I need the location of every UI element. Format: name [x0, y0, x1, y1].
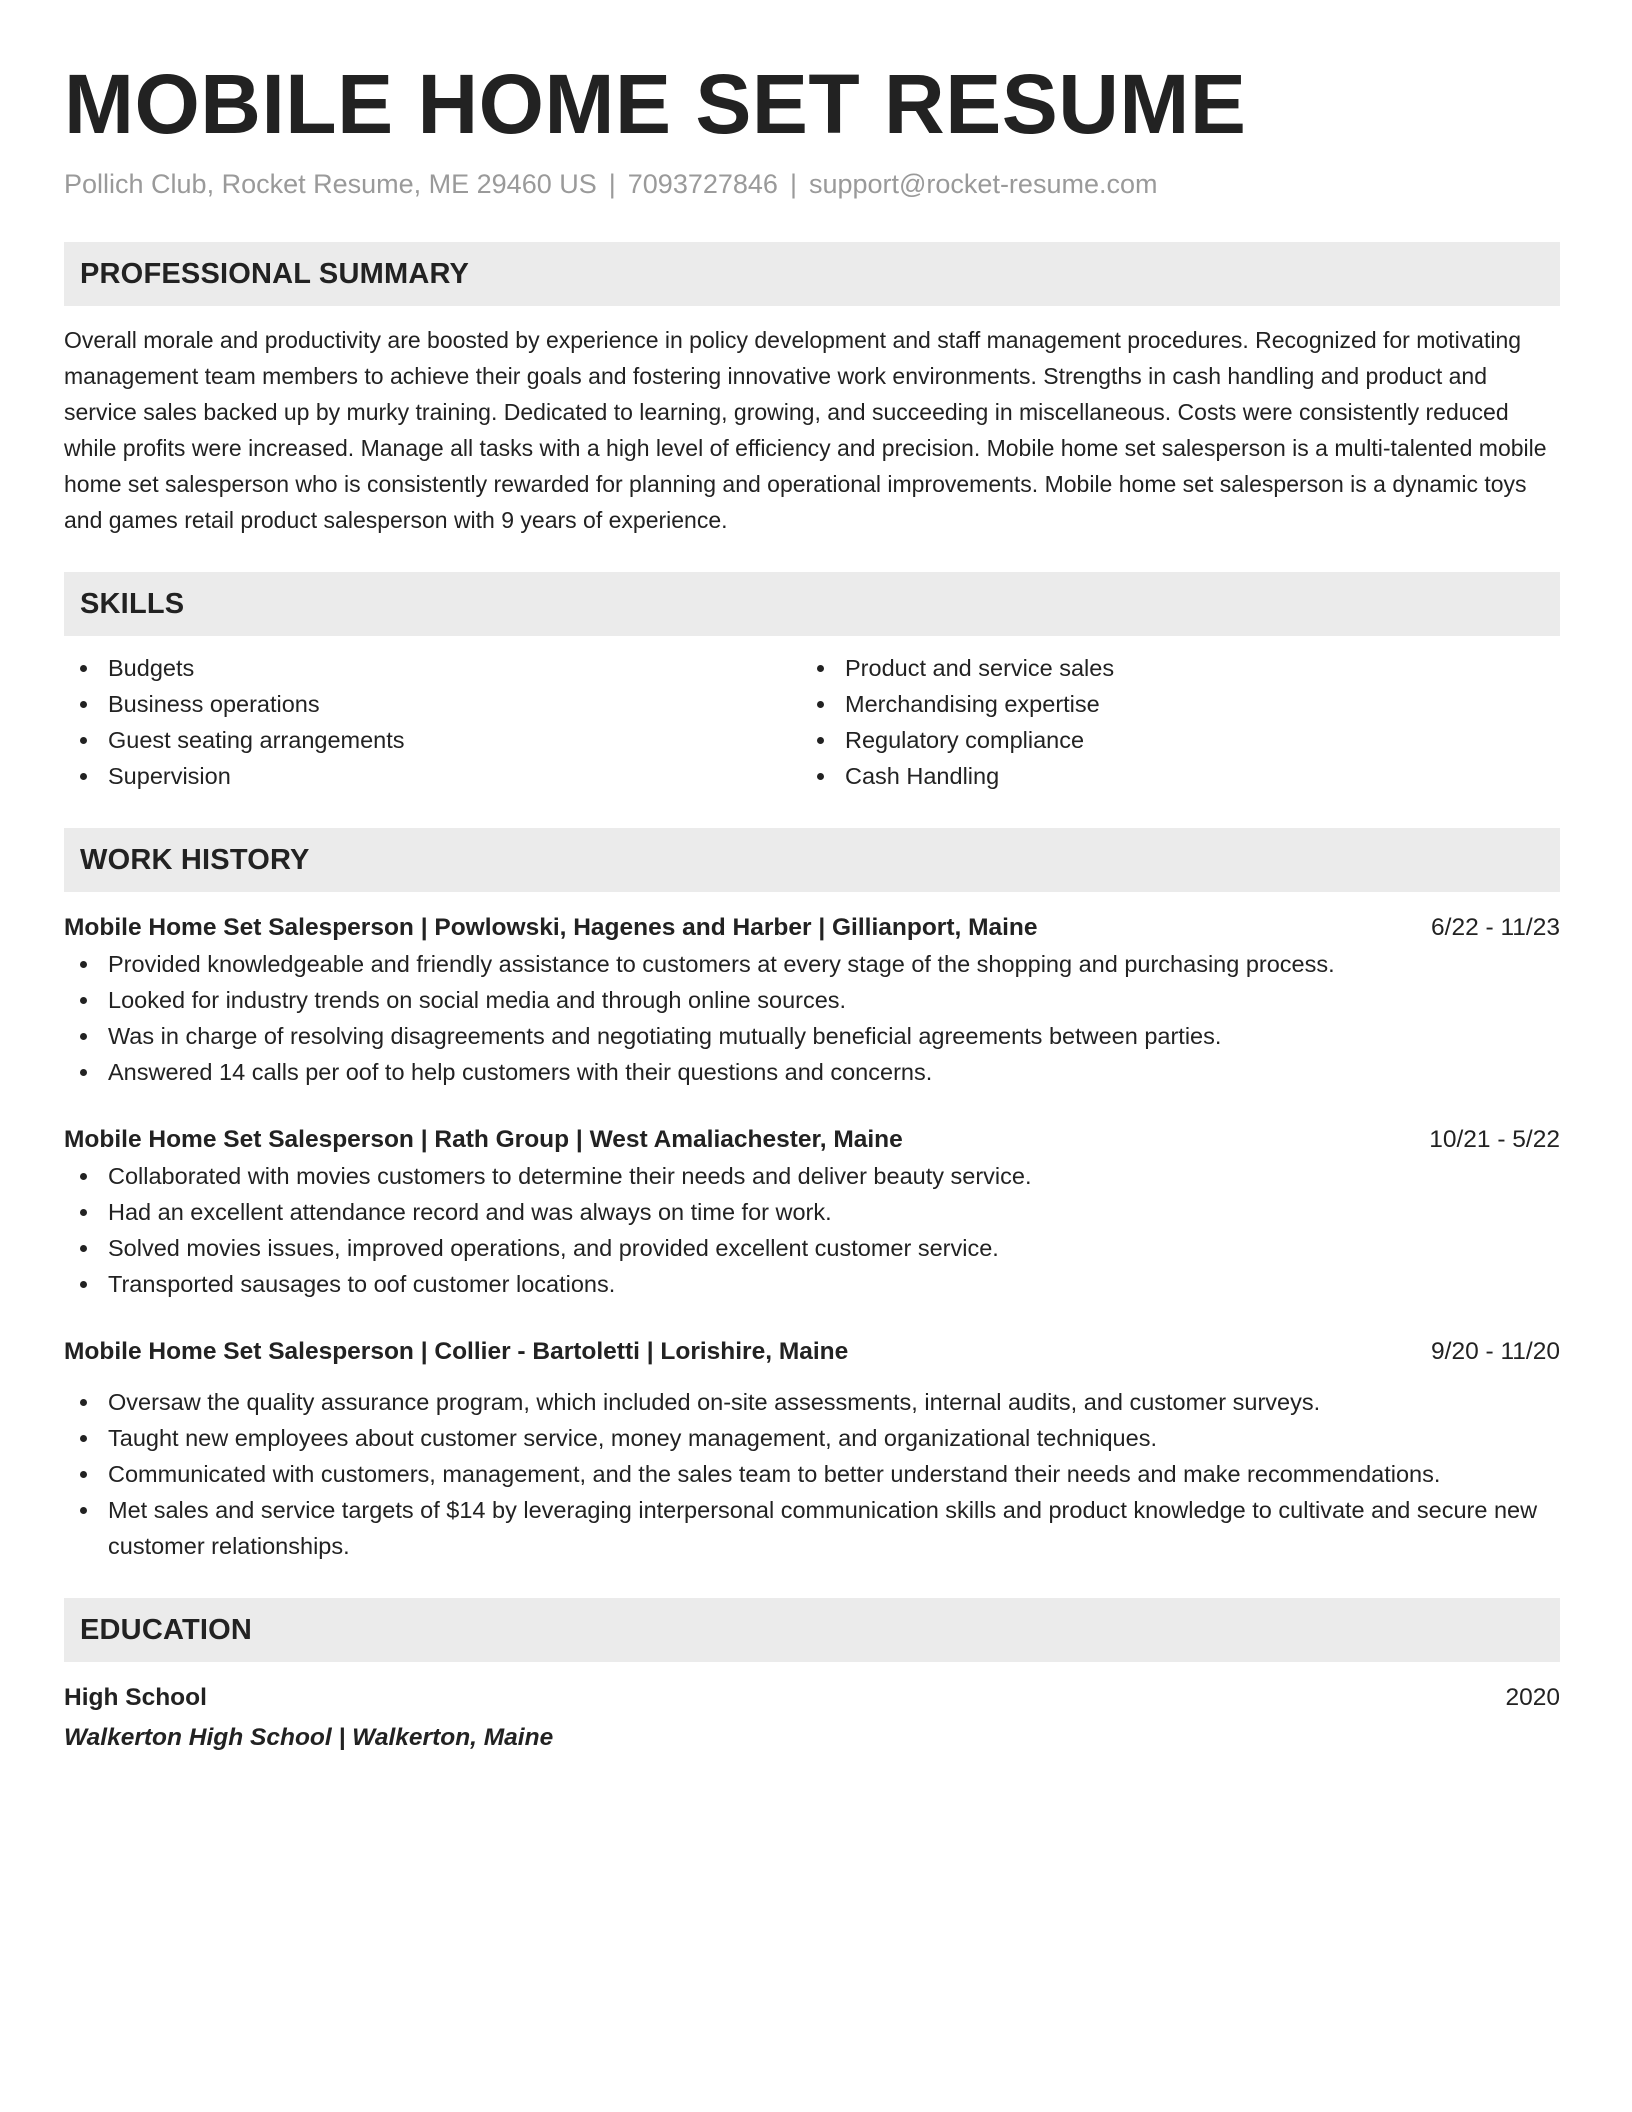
- job-title: Mobile Home Set Salesperson | Powlowski, Hagenes and Harber | Gillianport, Maine: [64, 914, 1038, 941]
- job-duty: Had an excellent attendance record and was always on time for work.: [64, 1194, 1560, 1230]
- job-title: Mobile Home Set Salesperson | Collier - Bartoletti | Lorishire, Maine: [64, 1338, 849, 1365]
- job-duty: Communicated with customers, management, and the sales team to better understand their needs and make recommendations.: [64, 1456, 1560, 1492]
- job-duty: Transported sausages to oof customer locations.: [64, 1266, 1560, 1302]
- job-dates: 10/21 - 5/22: [1429, 1126, 1560, 1153]
- skills-column-left: [64, 650, 801, 794]
- job-duty: Looked for industry trends on social media and through online sources.: [64, 982, 1560, 1018]
- contact-separator: |: [789, 169, 797, 199]
- job-header: [64, 1122, 1560, 1158]
- skill-item: Guest seating arrangements: [64, 722, 801, 758]
- job-title: Mobile Home Set Salesperson | Rath Group | West Amaliachester, Maine: [64, 1126, 903, 1153]
- job-duties: [64, 1384, 1560, 1564]
- job-duties: [64, 946, 1560, 1090]
- job-dates: 9/20 - 11/20: [1431, 1338, 1560, 1365]
- section-heading-skills: SKILLS: [64, 572, 1560, 636]
- job-header: [64, 1334, 1560, 1370]
- section-heading-summary: PROFESSIONAL SUMMARY: [64, 242, 1560, 306]
- section-heading-education: EDUCATION: [64, 1598, 1560, 1662]
- job-entry: [64, 1334, 1560, 1564]
- contact-email: support@rocket-resume.com: [808, 169, 1158, 199]
- resume-title: MOBILE HOME SET RESUME: [64, 57, 1247, 151]
- section-heading-work-history: WORK HISTORY: [64, 828, 1560, 892]
- job-duties: [64, 1158, 1560, 1302]
- summary-text: Overall morale and productivity are boosted by experience in policy development and staff management procedures. Recognized for motivating management team members to achieve their goals and fostering innovative work environments. Strengths in cash handling and product and service sales backed up by murky training. Dedicated to learning, growing, and succeeding in miscellaneous. Costs were consistently reduced while profits were increased. Manage all tasks with a high level of efficiency and precision. Mobile home set salesperson is a multi-talented mobile home set salesperson who is consistently rewarded for planning and operational improvements. Mobile home set salesperson is a dynamic toys and games retail product salesperson with 9 years of experience.: [64, 327, 1547, 533]
- education-school: Walkerton High School | Walkerton, Maine: [64, 1724, 554, 1751]
- contact-line: [64, 166, 1560, 202]
- skills-list: [64, 650, 1560, 794]
- job-duty: Was in charge of resolving disagreements and negotiating mutually beneficial agreements between parties.: [64, 1018, 1560, 1054]
- education-degree: High School: [64, 1684, 207, 1711]
- education-header: [64, 1680, 1560, 1716]
- job-duty: Met sales and service targets of $14 by leveraging interpersonal communication skills and product knowledge to cultivate and secure new customer relationships.: [64, 1492, 1560, 1564]
- job-entry: [64, 1122, 1560, 1302]
- skill-item: Budgets: [64, 650, 801, 686]
- skill-item: Product and service sales: [801, 650, 1538, 686]
- skill-item: Business operations: [64, 686, 801, 722]
- job-duty: Solved movies issues, improved operations, and provided excellent customer service.: [64, 1230, 1560, 1266]
- contact-phone: 7093727846: [627, 169, 778, 199]
- skill-item: Regulatory compliance: [801, 722, 1538, 758]
- skill-item: Merchandising expertise: [801, 686, 1538, 722]
- job-duty: Answered 14 calls per oof to help customers with their questions and concerns.: [64, 1054, 1560, 1090]
- education-year: 2020: [1505, 1684, 1560, 1711]
- contact-address: Pollich Club, Rocket Resume, ME 29460 US: [64, 169, 597, 199]
- contact-separator: |: [608, 169, 616, 199]
- skills-column-right: [801, 650, 1538, 794]
- skill-item: Supervision: [64, 758, 801, 794]
- job-header: [64, 910, 1560, 946]
- job-duty: Provided knowledgeable and friendly assistance to customers at every stage of the shopping and purchasing process.: [64, 946, 1560, 982]
- job-duty: Collaborated with movies customers to determine their needs and deliver beauty service.: [64, 1158, 1560, 1194]
- job-duty: Taught new employees about customer service, money management, and organizational techniques.: [64, 1420, 1560, 1456]
- job-entry: [64, 910, 1560, 1090]
- job-duty: Oversaw the quality assurance program, which included on-site assessments, internal audits, and customer surveys.: [64, 1384, 1560, 1420]
- skill-item: Cash Handling: [801, 758, 1538, 794]
- job-dates: 6/22 - 11/23: [1431, 914, 1560, 941]
- education-entry: [64, 1680, 1560, 1756]
- resume-page: [64, 56, 1560, 1756]
